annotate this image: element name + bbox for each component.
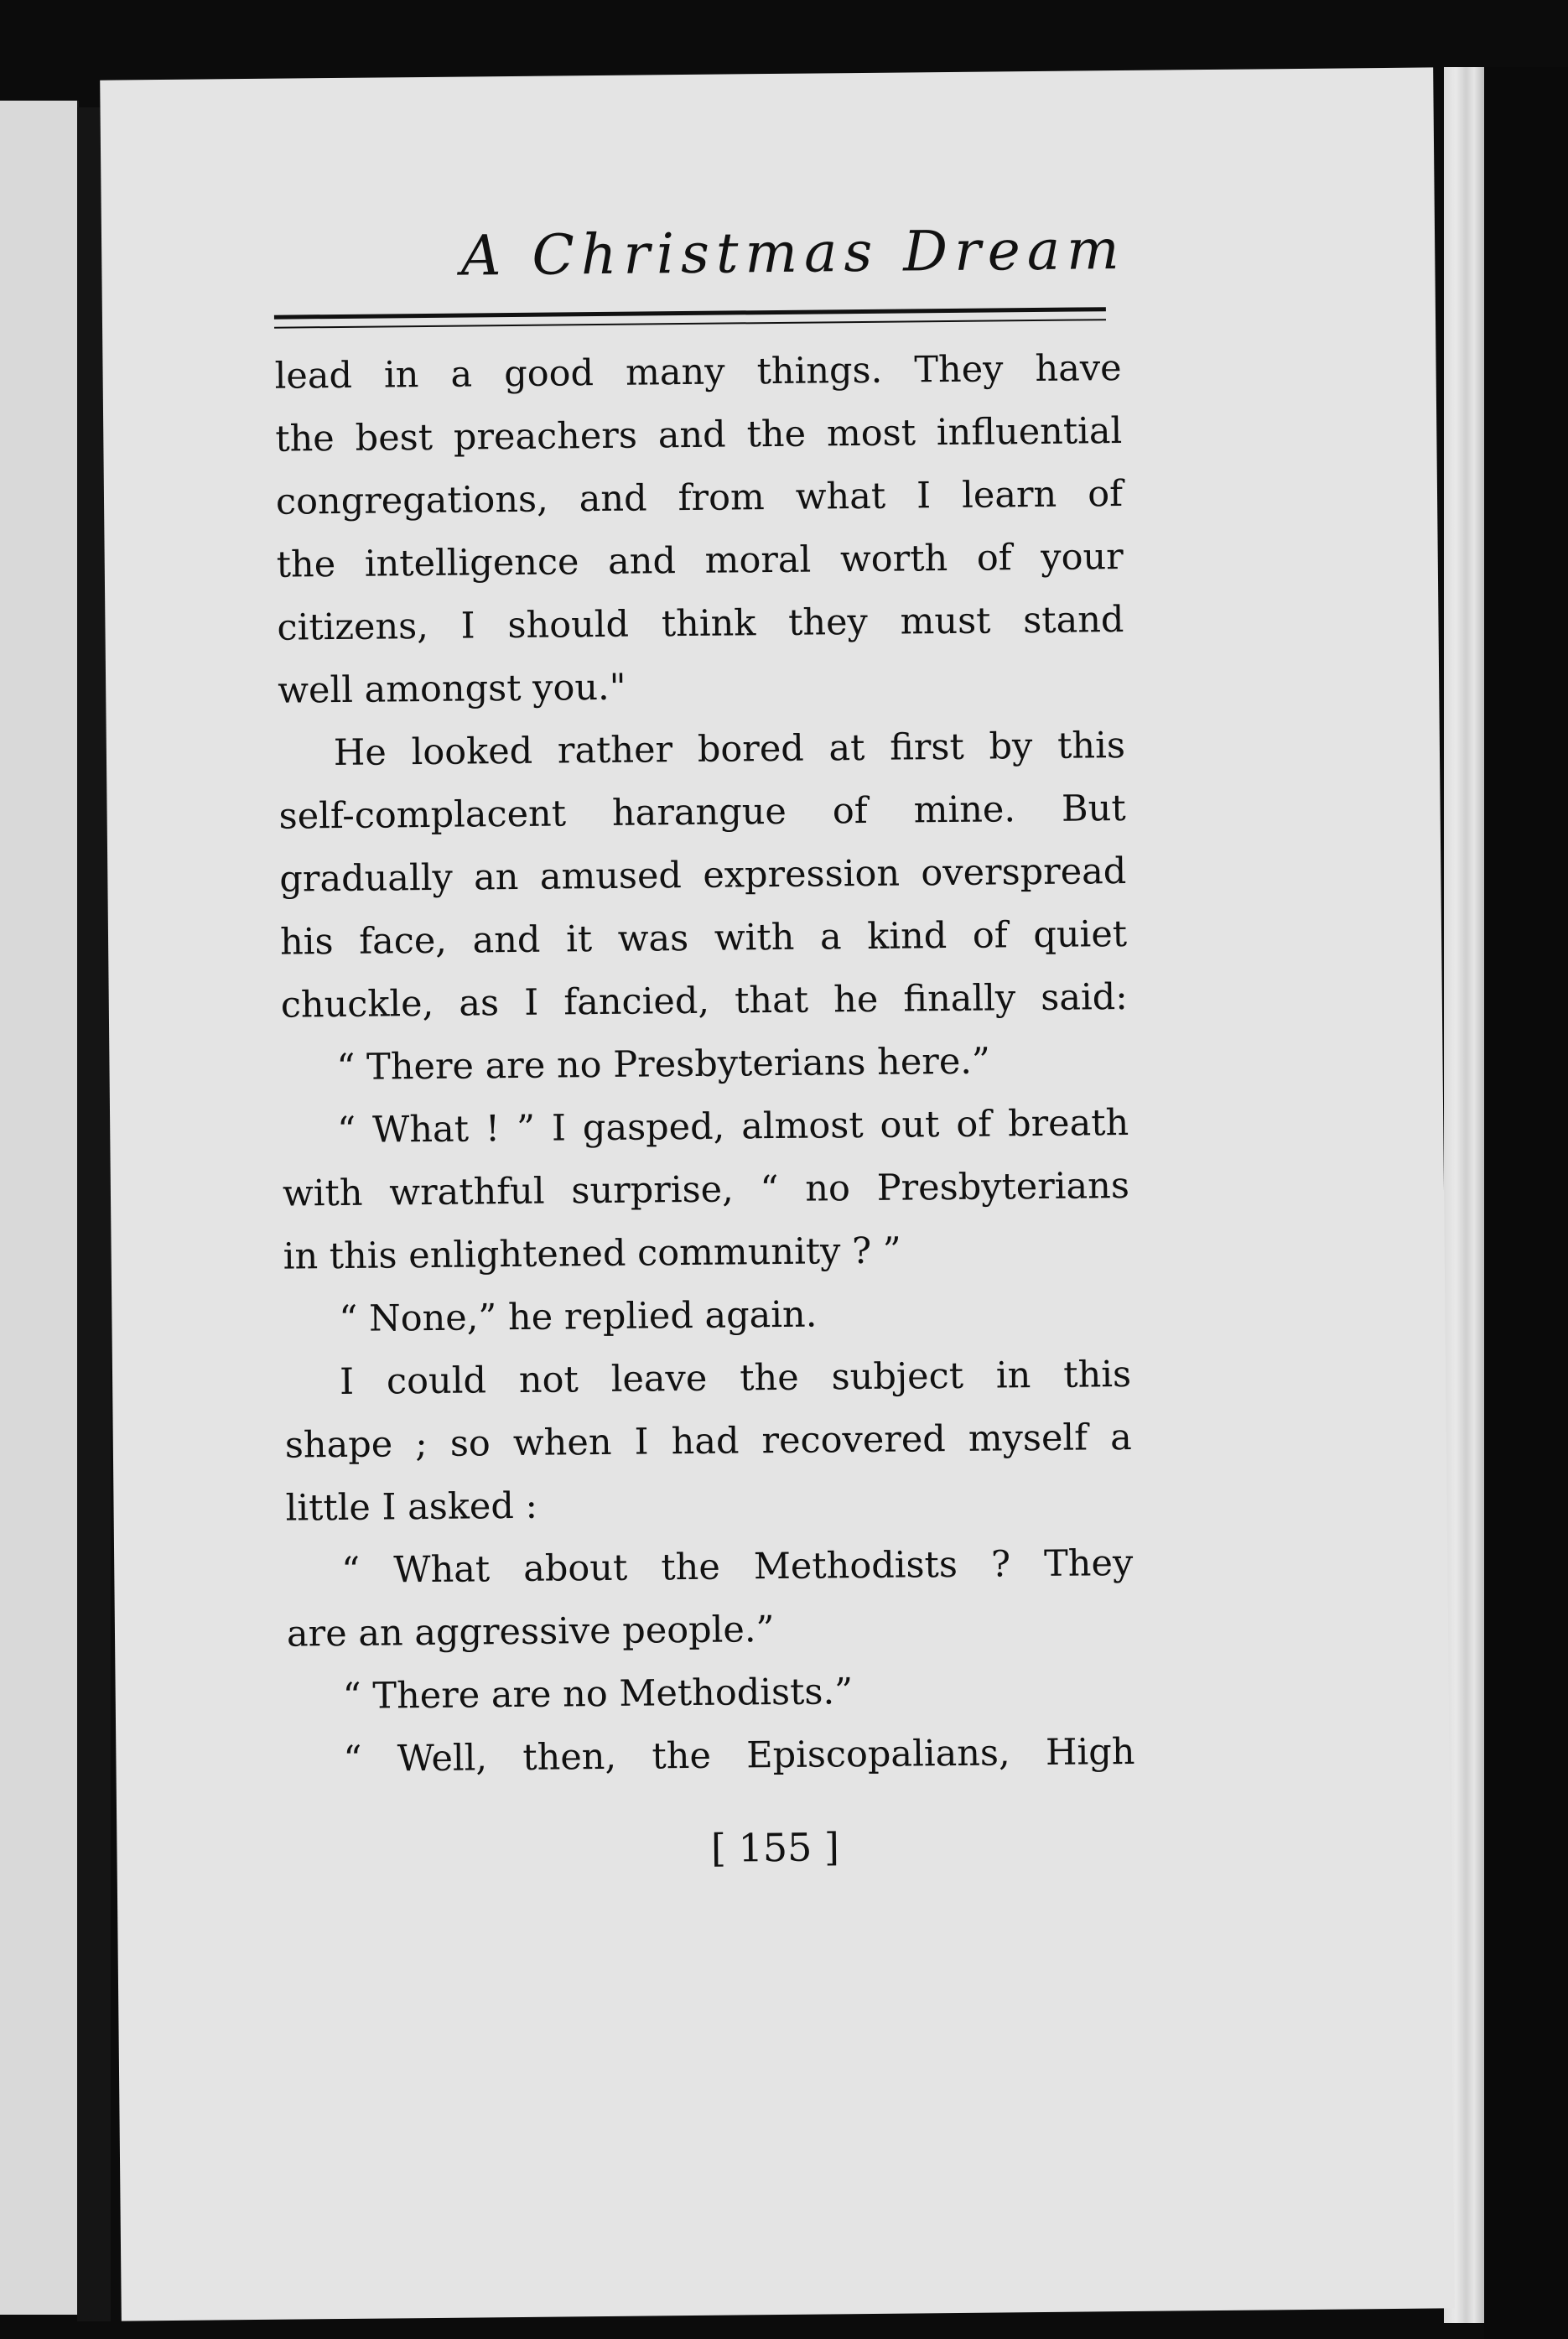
text-line: I could not leave the subject in this (339, 1353, 1132, 1404)
text-line: the best preachers and the most influential (275, 410, 1123, 460)
book-page (100, 67, 1455, 2321)
text-line: He looked rather bored at first by this (333, 724, 1126, 775)
text-line: “ What about the Methodists ? They (341, 1541, 1134, 1593)
text-line: shape ; so when I had recovered myself a (284, 1416, 1133, 1467)
text-line: the intelligence and moral worth of your (276, 536, 1124, 586)
body-text (274, 337, 1135, 1792)
text-line: with wrathful surprise, “ no Presbyterians (282, 1164, 1130, 1215)
scan-background (1484, 67, 1568, 2339)
facing-page-edge (0, 101, 79, 2315)
text-line: are an aggressive people.” (286, 1609, 775, 1655)
text-line: “ What ! ” I gasped, almost out of breath (337, 1101, 1129, 1152)
running-head: A Christmas Dream (460, 216, 1127, 288)
page-number: [ 155 ] (710, 1824, 840, 1871)
text-line: his face, and it was with a kind of quiet (279, 912, 1128, 964)
text-line: in this enlightened community ? ” (283, 1229, 902, 1278)
text-line: “ There are no Methodists.” (342, 1671, 854, 1718)
text-line: lead in a good many things. They have (274, 347, 1122, 398)
text-line: “ Well, then, the Episcopalians, High (343, 1730, 1135, 1780)
text-line: “ There are no Presbyterians here.” (336, 1040, 991, 1089)
header-rule-thin (274, 319, 1106, 329)
text-line: citizens, I should think they must stand (277, 599, 1124, 649)
text-line: congregations, and from what I learn of (275, 473, 1124, 523)
text-line: well amongst you." (277, 666, 626, 712)
text-line: self-complacent harangue of mine. But (278, 787, 1126, 838)
text-line: chuckle, as I fancied, that he finally said: (280, 975, 1129, 1027)
text-line: “ None,” he replied again. (339, 1293, 818, 1341)
text-line: gradually an amused expression overspread (279, 850, 1127, 901)
header-rule-thick (274, 307, 1106, 320)
text-line: little I asked : (285, 1484, 538, 1530)
